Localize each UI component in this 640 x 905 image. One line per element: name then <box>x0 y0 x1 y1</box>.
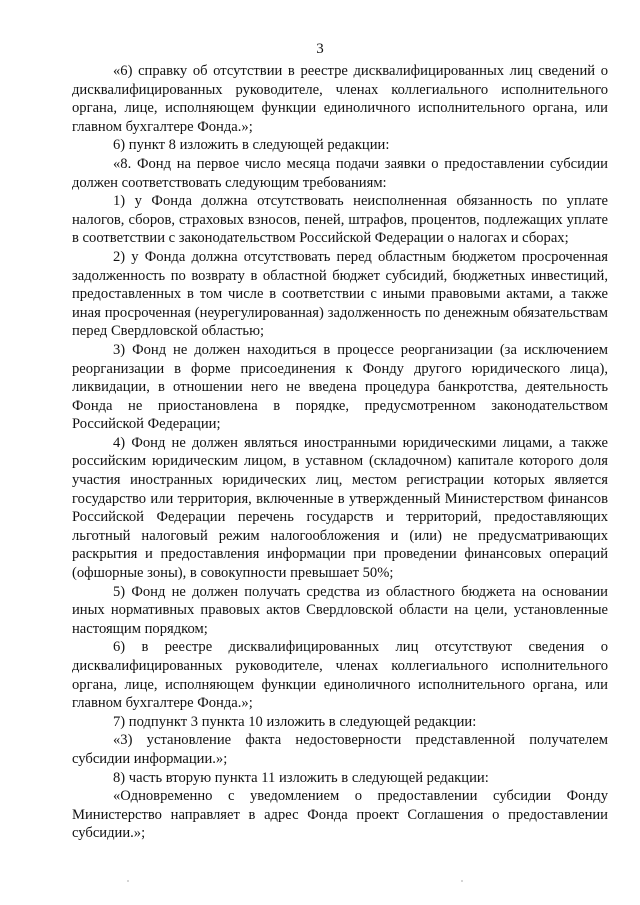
scan-speck <box>127 880 129 882</box>
paragraph-requirement-6: 6) в реестре дисквалифицированных лиц отсутствуют сведения о дисквалифицированных руководителе, членах коллегиального исполнительного органа, лице, исполняющем функции единоличного исполнительного органа, или главном бухгалтере Фонда.»; <box>72 639 608 712</box>
paragraph-requirement-4: 4) Фонд не должен являться иностранными юридическими лицами, а также российским юридическим лицом, в уставном (складочном) капитале которого доля участия иностранных юридических лиц, местом регистрации которых является государство или территория, включенные в утвержденный Министерством финансов Российской Федерации перечень государств и территорий, предоставляющих льготный налоговый режим налогообложения и (или) не предусматривающих раскрытия и предоставления информации при проведении финансовых операций (офшорные зоны), в совокупности превышает 50%; <box>72 434 608 582</box>
document-body <box>72 62 608 843</box>
paragraph-requirement-3: 3) Фонд не должен находиться в процессе реорганизации (за исключением реорганизации в форме присоединения к Фонду другого юридического лица), ликвидации, в отношении него не введена процедура банкротства, деятельность Фонда не приостановлена в порядке, предусмотренном законодательством Российской Федерации; <box>72 341 608 433</box>
paragraph-notification: «Одновременно с уведомлением о предоставлении субсидии Фонду Министерство направляет в адрес Фонда проект Соглашения о предоставлении субсидии.»; <box>72 788 608 842</box>
paragraph-point-8: «8. Фонд на первое число месяца подачи заявки о предоставлении субсидии должен соответствовать следующим требованиям: <box>72 155 608 191</box>
paragraph-item-8: 8) часть вторую пункта 11 изложить в следующей редакции: <box>113 769 489 786</box>
paragraph-item-6: 6) пункт 8 изложить в следующей редакции: <box>113 137 390 154</box>
scan-speck <box>461 880 463 882</box>
page-number: 3 <box>316 41 324 57</box>
paragraph-item-7: 7) подпункт 3 пункта 10 изложить в следующей редакции: <box>113 713 477 730</box>
paragraph-requirement-1: 1) у Фонда должна отсутствовать неисполненная обязанность по уплате налогов, сборов, страховых взносов, пеней, штрафов, процентов, подлежащих уплате в соответствии с законодательством Российской Федерации о налогах и сборах; <box>72 193 608 247</box>
paragraph-subpoint-3: «3) установление факта недостоверности представленной получателем субсидии информации.»; <box>72 732 608 767</box>
paragraph-requirement-2: 2) у Фонда должна отсутствовать перед областным бюджетом просроченная задолженность по возврату в областной бюджет субсидий, бюджетных инвестиций, предоставленных в том числе в соответствии с иными правовыми актами, а также иная просроченная (неурегулированная) задолженность по денежным обязательствам перед Свердловской областью; <box>72 248 608 340</box>
paragraph-6-certificate: «6) справку об отсутствии в реестре дисквалифицированных лиц сведений о дисквалифицированных руководителе, членах коллегиального исполнительного органа, лице, исполняющем функции единоличного исполнительного органа, или главном бухгалтере Фонда.»; <box>72 63 608 135</box>
paragraph-requirement-5: 5) Фонд не должен получать средства из областного бюджета на основании иных нормативных правовых актов Свердловской области на цели, установленные настоящим порядком; <box>72 583 608 637</box>
